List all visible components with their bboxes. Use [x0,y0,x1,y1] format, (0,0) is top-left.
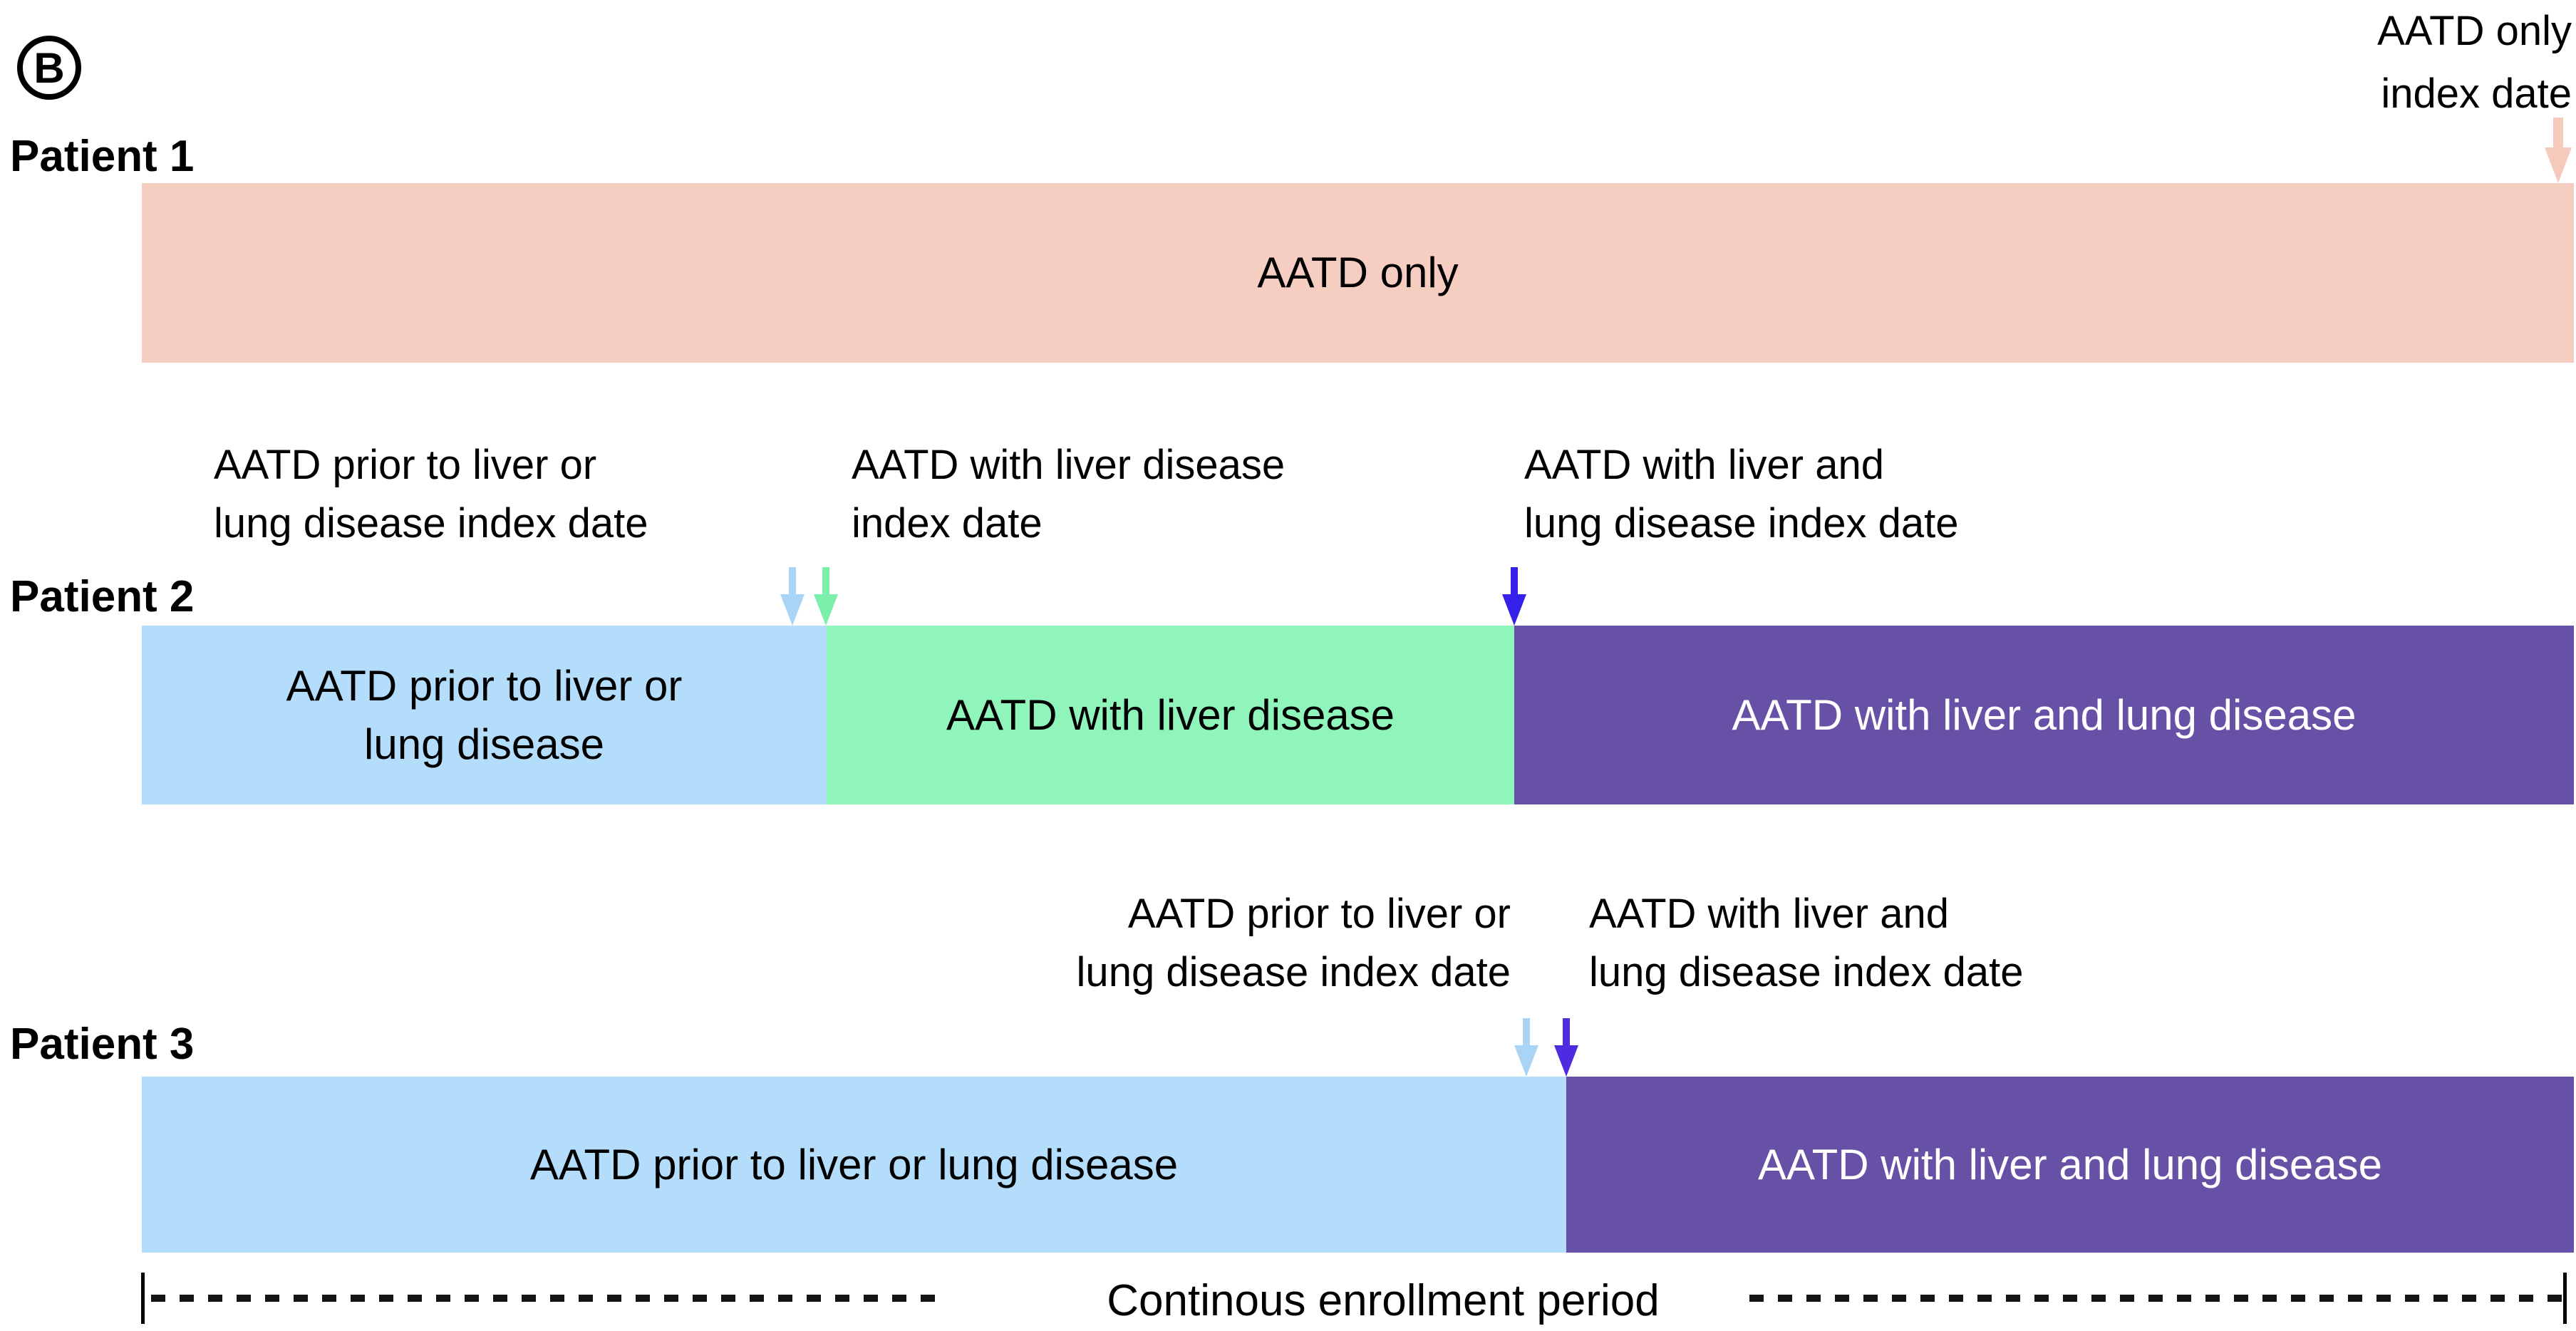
arrow-head [2545,147,2572,183]
arrow-head [1502,594,1526,626]
patient2-callout-liver-line1: AATD with liver disease [852,442,1286,488]
patient3-bar [142,1077,2574,1253]
patient2-callout-prior-line1: AATD prior to liver or [214,442,597,488]
arrow-shaft [1523,1018,1530,1045]
arrow-shaft [822,567,829,594]
enrollment-left-tick [141,1273,145,1324]
patient2-segment-prior-line1: AATD prior to liver or [286,661,683,710]
patient2-callout-liver-index [852,436,1285,553]
patient3-segment-prior-label: AATD prior to liver or lung disease [529,1140,1179,1188]
patient1-callout-line1: AATD only [2377,8,2572,54]
patient3-prior-index-arrow-icon [1514,1018,1538,1077]
patient2-liver-index-arrow-icon [814,567,838,626]
arrow-head [780,594,805,626]
patient2-prior-index-arrow-icon [780,567,805,626]
panel-label: B [33,43,65,92]
patient1-bar [142,183,2574,363]
patient3-callout-liver-lung-index [1589,885,2023,1002]
patient3-segment-liver-lung [1566,1077,2574,1253]
patient2-segment-prior [142,626,827,804]
patient3-segment-liver-lung-label: AATD with liver and lung disease [1758,1140,2382,1188]
patient2-bar [142,626,2574,804]
enrollment-dashed-line-right [1749,1295,2562,1302]
arrow-shaft [1563,1018,1570,1045]
patient3-callout-liver-lung-line2: lung disease index date [1589,949,2024,995]
patient2-segment-liver-lung [1514,626,2574,804]
patient2-callout-prior-index [214,436,648,553]
patient3-callout-liver-lung-line1: AATD with liver and [1589,891,1949,937]
enrollment-period-label: Continous enrollment period [1107,1276,1660,1325]
arrow-head [814,594,838,626]
patient2-callout-liver-lung-index [1524,436,1958,553]
patient3-callout-prior-index [926,885,1511,1002]
arrow-shaft [1511,567,1518,594]
patient3-title: Patient 3 [10,1020,195,1069]
arrow-shaft [789,567,796,594]
panel-label-badge [17,36,81,100]
arrow-head [1554,1045,1578,1077]
patient2-segment-liver-label: AATD with liver disease [946,690,1395,739]
patient2-liver-lung-index-arrow-icon [1502,567,1526,626]
patient1-index-date-arrow-icon [2545,118,2572,183]
patient2-callout-liver-line2: index date [852,500,1043,547]
patient2-callout-prior-line2: lung disease index date [214,500,648,547]
patient2-title: Patient 2 [10,572,195,621]
patient1-segment-label: AATD only [1257,249,1459,296]
patient2-callout-liver-lung-line1: AATD with liver and [1524,442,1884,488]
patient2-segment-liver-lung-label: AATD with liver and lung disease [1732,690,2357,739]
enrollment-dashed-line-left [151,1295,948,1302]
patient3-callout-prior-line1: AATD prior to liver or [1127,891,1511,937]
patient2-segment-prior-line2: lung disease [364,720,604,768]
arrow-shaft [2553,118,2563,147]
patient1-segment-aatd-only [142,183,2574,363]
patient1-callout-line2: index date [2381,71,2572,117]
patient1-title: Patient 1 [10,132,195,181]
patient3-liver-lung-index-arrow-icon [1554,1018,1578,1077]
patient3-segment-prior [142,1077,1566,1253]
patient2-segment-liver [827,626,1514,804]
enrollment-right-tick [2563,1273,2567,1324]
patient3-callout-prior-line2: lung disease index date [1076,949,1511,995]
patient2-callout-liver-lung-line2: lung disease index date [1524,500,1959,547]
patient1-index-date-callout [2377,0,2572,125]
arrow-head [1514,1045,1538,1077]
